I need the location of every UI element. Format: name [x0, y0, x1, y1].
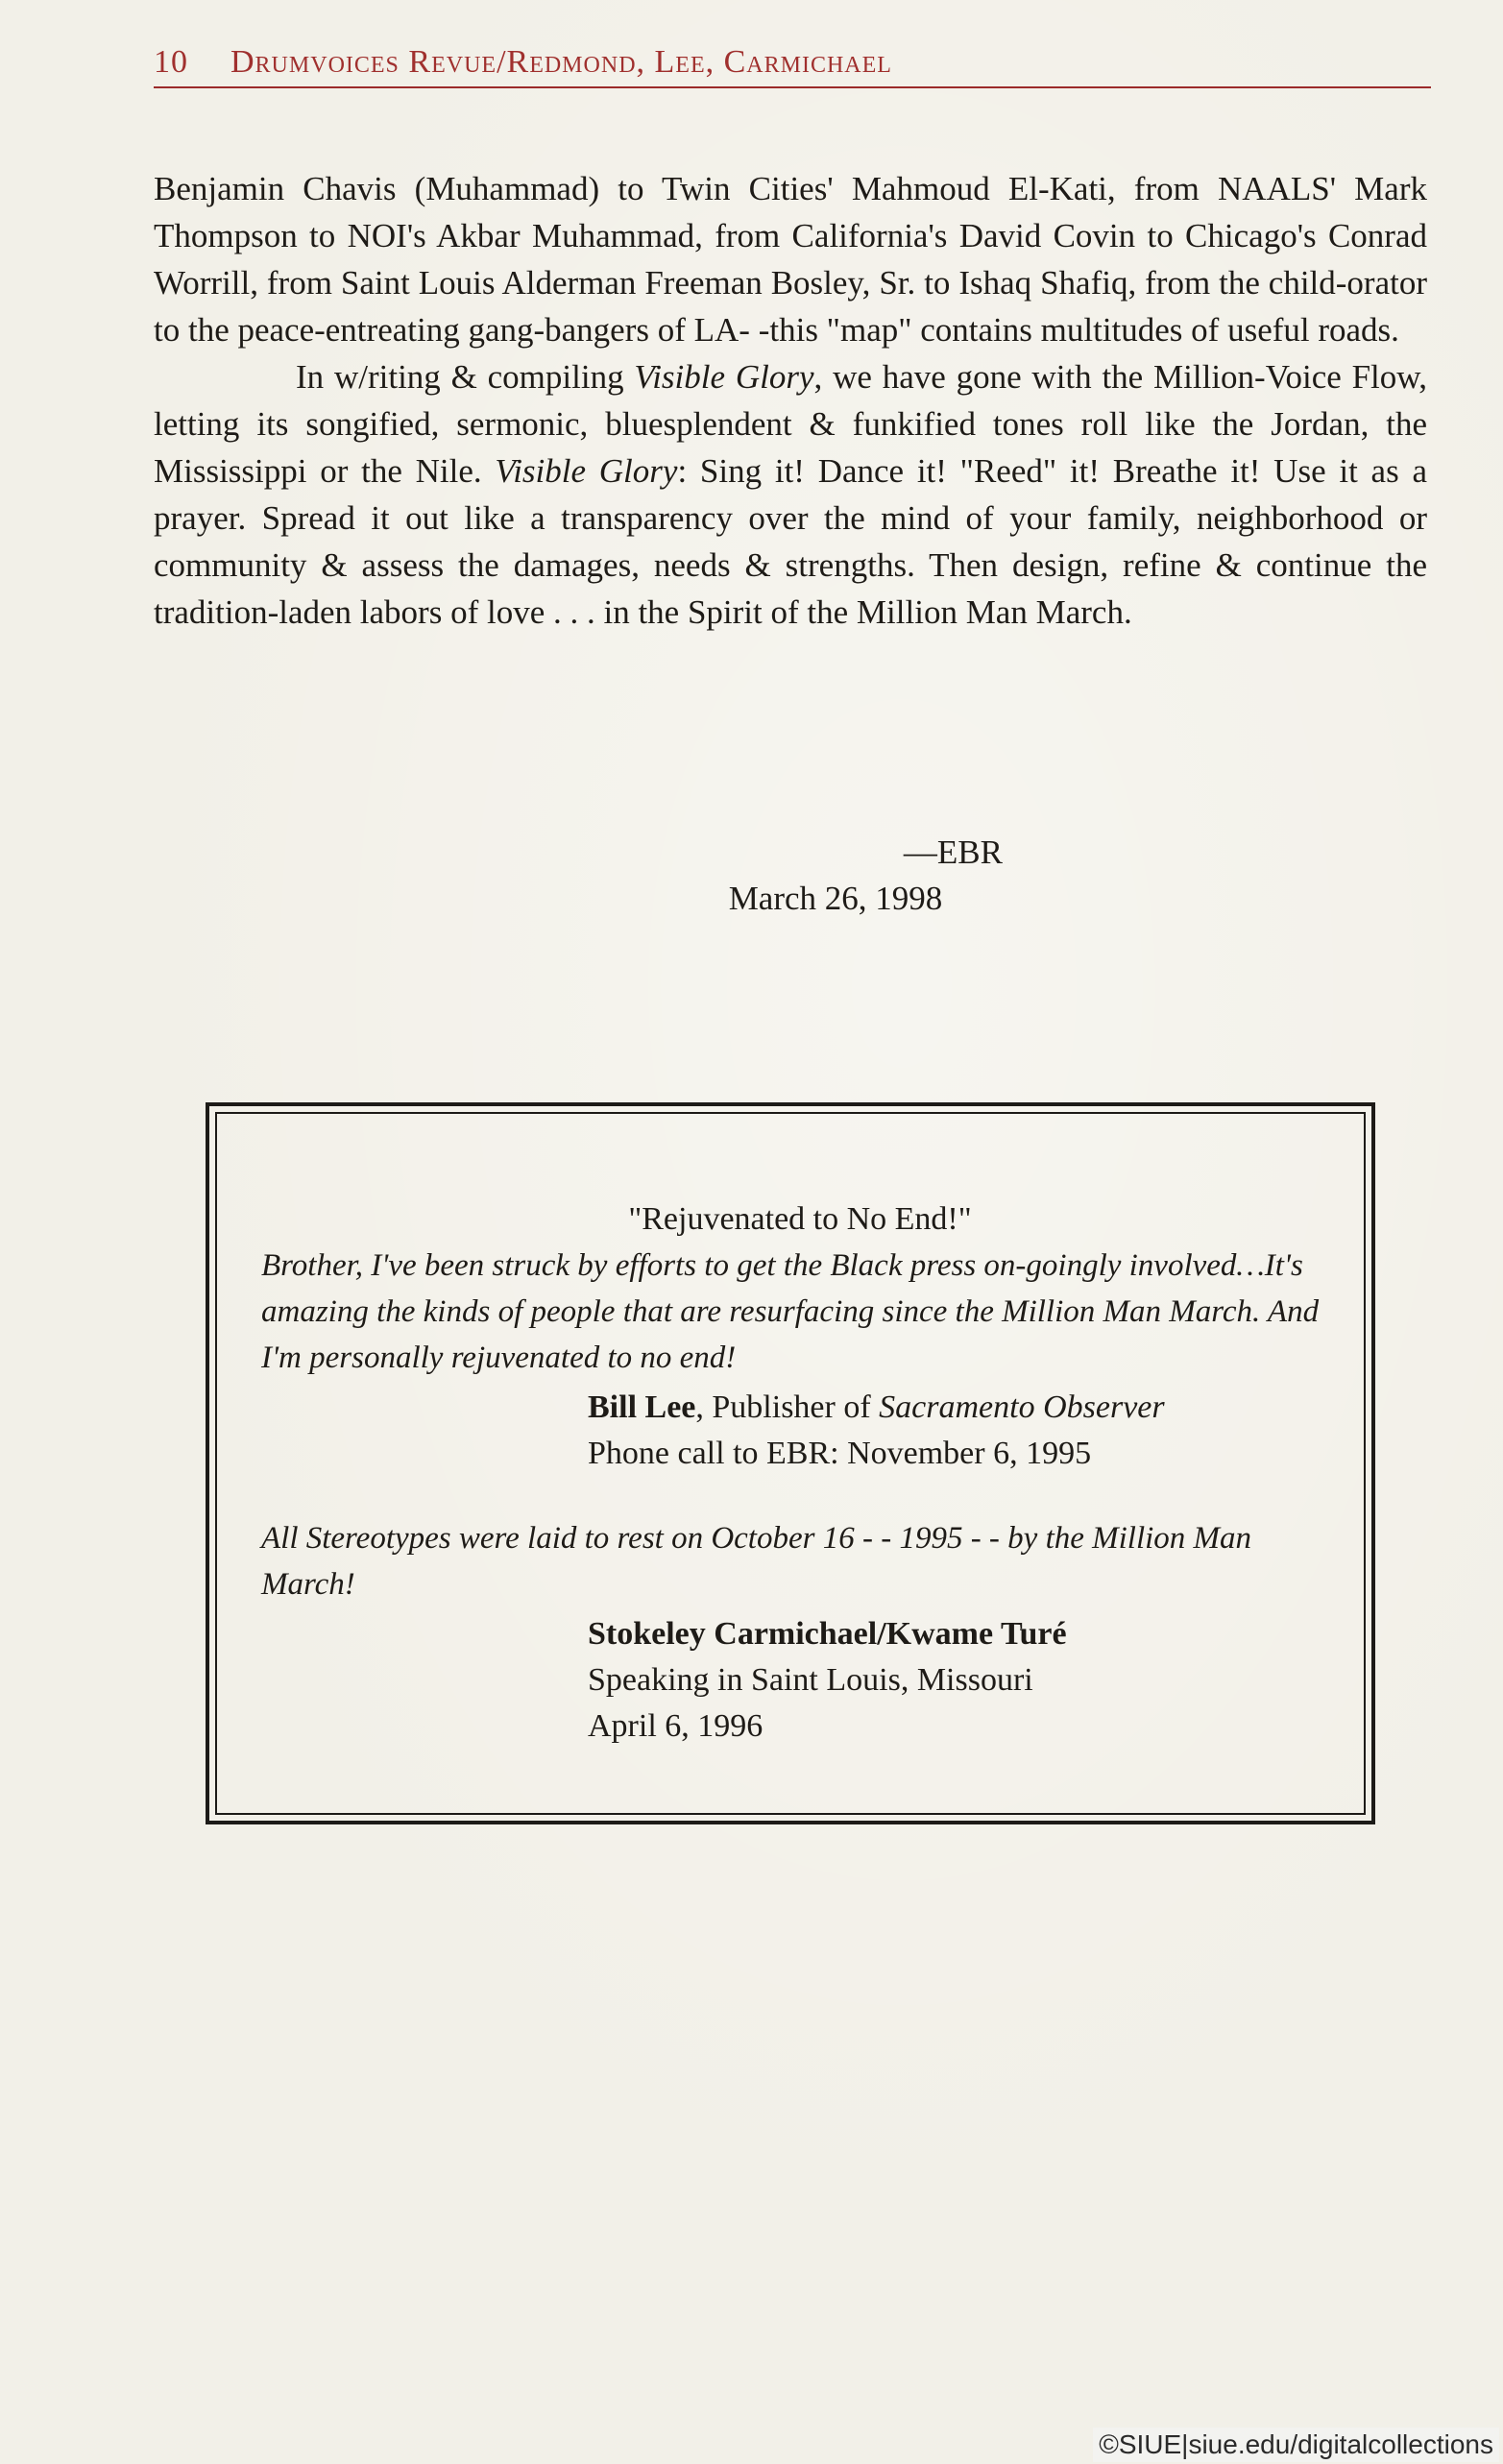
page-number: 10: [154, 44, 188, 80]
attribution-date: April 6, 1996: [588, 1708, 764, 1744]
quote-box-inner-frame: [215, 1112, 1366, 1815]
attribution-event: Speaking in Saint Louis, Missouri: [588, 1662, 1033, 1698]
publication-title: Sacramento Observer: [879, 1389, 1165, 1425]
paragraph-text: , we have gone with the Million-Voice Flow, letting its songified, sermonic, bluesplendent & funkified tones roll like the Jordan, the Mississippi or the Nile.: [154, 358, 1428, 490]
attribution-name: Stokeley Carmichael/Kwame Turé: [588, 1616, 1067, 1652]
quote-lee: Brother, I've been struck by efforts to get the Black press on-goingly involved…It's amazing the kinds of people that are resurfacing since the Million Man March. And I'm personally rejuvenated to no end!: [261, 1248, 1320, 1375]
attribution-carmichael: [588, 1611, 1067, 1750]
quote-carmichael: All Stereotypes were laid to rest on October 16 - - 1995 - - by the Million Man March!: [261, 1521, 1252, 1602]
attribution-lee: [588, 1385, 1165, 1477]
attribution-name: Bill Lee: [588, 1389, 696, 1425]
page-header: [154, 40, 1431, 88]
book-title: Visible Glory: [495, 452, 678, 490]
signoff-date: March 26, 1998: [728, 880, 943, 917]
paragraph-text: In w/riting & compiling: [296, 358, 635, 396]
attribution-role: , Publisher of: [695, 1389, 880, 1425]
paragraph: [154, 353, 1427, 636]
paragraph-text: : Sing it! Dance it! "Reed" it! Breathe it! Use it as a prayer. Spread it out like a transparency over the mind of your family, neighborhood or community & assess the damages, needs & strengths. Then design, refine & continue the tradition-laden labors of love . . . in the Spirit of the Million Man March.: [154, 452, 1427, 631]
attribution-lee-line: [588, 1385, 1165, 1431]
paragraph: Benjamin Chavis (Muhammad) to Twin Cities' Mahmoud El-Kati, from NAALS' Mark Thompson to NOI's Akbar Muhammad, from California's David Covin to Chicago's Conrad Worrill, from Saint Louis Alderman Freeman Bosley, Sr. to Ishaq Shafiq, from the child-orator to the peace-entreating gang-bangers of LA- -this "map" contains multitudes of useful roads.: [154, 170, 1427, 349]
quote-box-title: "Rejuvenated to No End!": [628, 1201, 972, 1237]
collection-credit: ©SIUE|siue.edu/digitalcollections: [1093, 2428, 1499, 2462]
signoff-author: —EBR: [903, 833, 1003, 871]
running-head: Drumvoices Revue/Redmond, Lee, Carmichael: [230, 44, 892, 80]
body-text: [154, 165, 1427, 636]
signoff: [653, 830, 1018, 922]
attribution-source: Phone call to EBR: November 6, 1995: [588, 1436, 1092, 1471]
quote-box: [206, 1102, 1375, 1824]
book-title: Visible Glory: [634, 358, 814, 396]
